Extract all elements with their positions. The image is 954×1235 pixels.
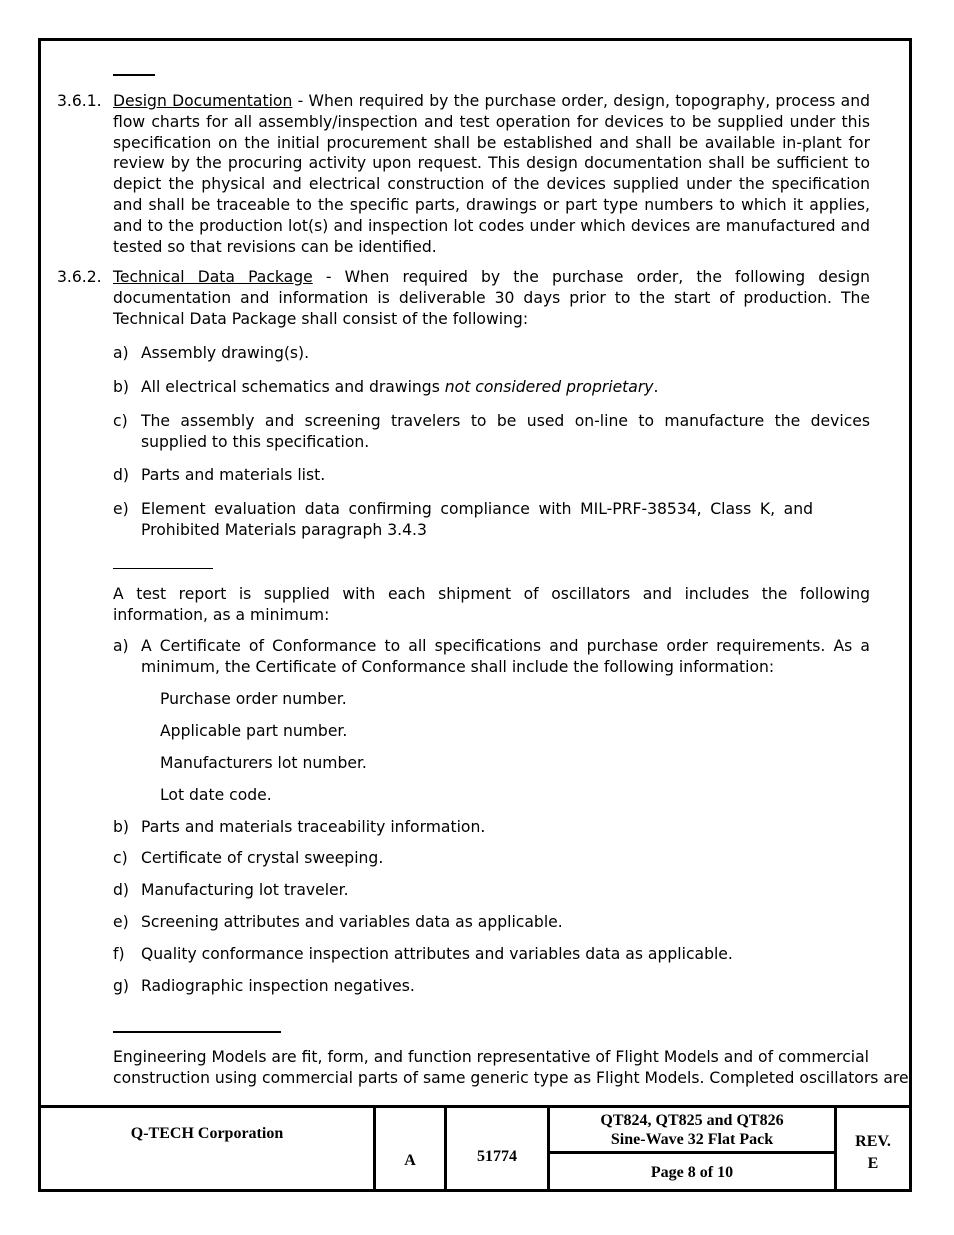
list-item-text: Assembly drawing(s). — [141, 344, 310, 362]
section-number: 3.6.2. — [57, 268, 102, 286]
document-title-line: QT824, QT825 and QT826 — [600, 1111, 784, 1129]
list-item-text: Parts and materials traceability information. — [141, 818, 486, 836]
list-item-text: Element evaluation data confirming compliance with MIL-PRF-38534, Class K, and Prohibited Materials paragraph 3.4.3 — [141, 500, 813, 539]
sub-list-item: Applicable part number. — [160, 722, 348, 740]
list-item-text: Manufacturing lot traveler. — [141, 881, 349, 899]
list-item-label: f) — [113, 945, 125, 963]
list-item — [113, 944, 870, 965]
list-item-label: c) — [113, 412, 128, 430]
list-item — [113, 343, 870, 364]
sub-list-item: Purchase order number. — [160, 690, 347, 708]
engineering-models-line: Engineering Models are fit, form, and function representative of Flight Models and of commercial — [113, 1048, 869, 1066]
list-item-text-after: . — [653, 378, 659, 396]
list-item — [113, 976, 870, 997]
heading-rule — [113, 1031, 281, 1033]
section-text: - When required by the purchase order, design, topography, process and flow charts for all assembly/inspection and test operation for devices to be supplied under this specification on the initial procurement shall be established and shall be available in-plant for review by the procuring activity upon request. This design documentation shall be sufficient to depict the physical and electrical construction of the devices supplied under the specification and shall be traceable to the specific parts, drawings or part type numbers to which it applies, and to the production lot(s) and inspection lot codes under which devices are manufactured and tested so that revisions can be identified. — [113, 92, 870, 256]
section-title: Design Documentation — [113, 92, 293, 110]
list-item — [113, 912, 870, 933]
list-item-text: The assembly and screening travelers to be used on-line to manufacture the devices supplied to this specification. — [141, 412, 870, 451]
section-title: Technical Data Package — [113, 268, 313, 286]
title-block — [41, 1105, 909, 1192]
list-item-text: Quality conformance inspection attributes and variables data as applicable. — [141, 945, 733, 963]
engineering-models-line: construction using commercial parts of same generic type as Flight Models. Completed oscillators are — [113, 1069, 909, 1087]
list-item-text — [141, 377, 870, 398]
heading-rule — [113, 568, 213, 569]
list-item-text-plain: All electrical schematics and drawings — [141, 378, 445, 396]
document-title — [550, 1108, 834, 1151]
list-item — [113, 499, 813, 541]
cage-code: 51774 — [477, 1148, 517, 1165]
list-item-text: A Certificate of Conformance to all specifications and purchase order requirements. As a minimum, the Certificate of Conformance shall include the following information: — [141, 637, 870, 676]
list-item — [113, 636, 870, 678]
list-item-label: c) — [113, 849, 128, 867]
test-report-intro: A test report is supplied with each shipment of oscillators and includes the following information, as a minimum: — [113, 585, 870, 624]
heading-rule — [113, 74, 155, 76]
document-title-line: Sine-Wave 32 Flat Pack — [610, 1130, 774, 1148]
list-item-label: b) — [113, 818, 129, 836]
design-documentation-paragraph — [113, 91, 870, 257]
list-item-label: e) — [113, 913, 129, 931]
list-item — [113, 817, 870, 838]
list-item — [113, 465, 870, 486]
size-code: A — [404, 1152, 416, 1169]
list-item — [113, 377, 870, 398]
list-item-label: a) — [113, 344, 129, 362]
section-number: 3.6.1. — [57, 92, 102, 110]
list-item-label: e) — [113, 500, 129, 518]
list-item-text: Certificate of crystal sweeping. — [141, 849, 384, 867]
page-frame — [38, 38, 912, 1192]
section-text: - When required by the purchase order, the following design documentation and information is deliverable 30 days prior to the start of production. The Technical Data Package shall consist of the following: — [113, 268, 870, 328]
list-item-text: Parts and materials list. — [141, 466, 326, 484]
page-number: Page 8 of 10 — [650, 1164, 734, 1181]
list-item-label: d) — [113, 466, 129, 484]
list-item-label: g) — [113, 977, 129, 995]
list-item — [113, 411, 870, 453]
revision-label: REV. — [855, 1133, 891, 1150]
company-name: Q-TECH Corporation — [130, 1125, 284, 1142]
list-item-label: b) — [113, 378, 129, 396]
list-item-text: Radiographic inspection negatives. — [141, 977, 415, 995]
revision — [837, 1108, 909, 1192]
list-item-label: d) — [113, 881, 129, 899]
sub-list-item: Manufacturers lot number. — [160, 754, 367, 772]
technical-data-package-paragraph — [113, 267, 870, 329]
list-item-label: a) — [113, 637, 129, 655]
sub-list-item: Lot date code. — [160, 786, 272, 804]
list-item-text: Screening attributes and variables data as applicable. — [141, 913, 563, 931]
list-item — [113, 848, 870, 869]
list-item-text-italic: not considered proprietary — [444, 378, 654, 396]
list-item — [113, 880, 870, 901]
revision-value: E — [867, 1155, 879, 1172]
page-content — [41, 41, 909, 1107]
